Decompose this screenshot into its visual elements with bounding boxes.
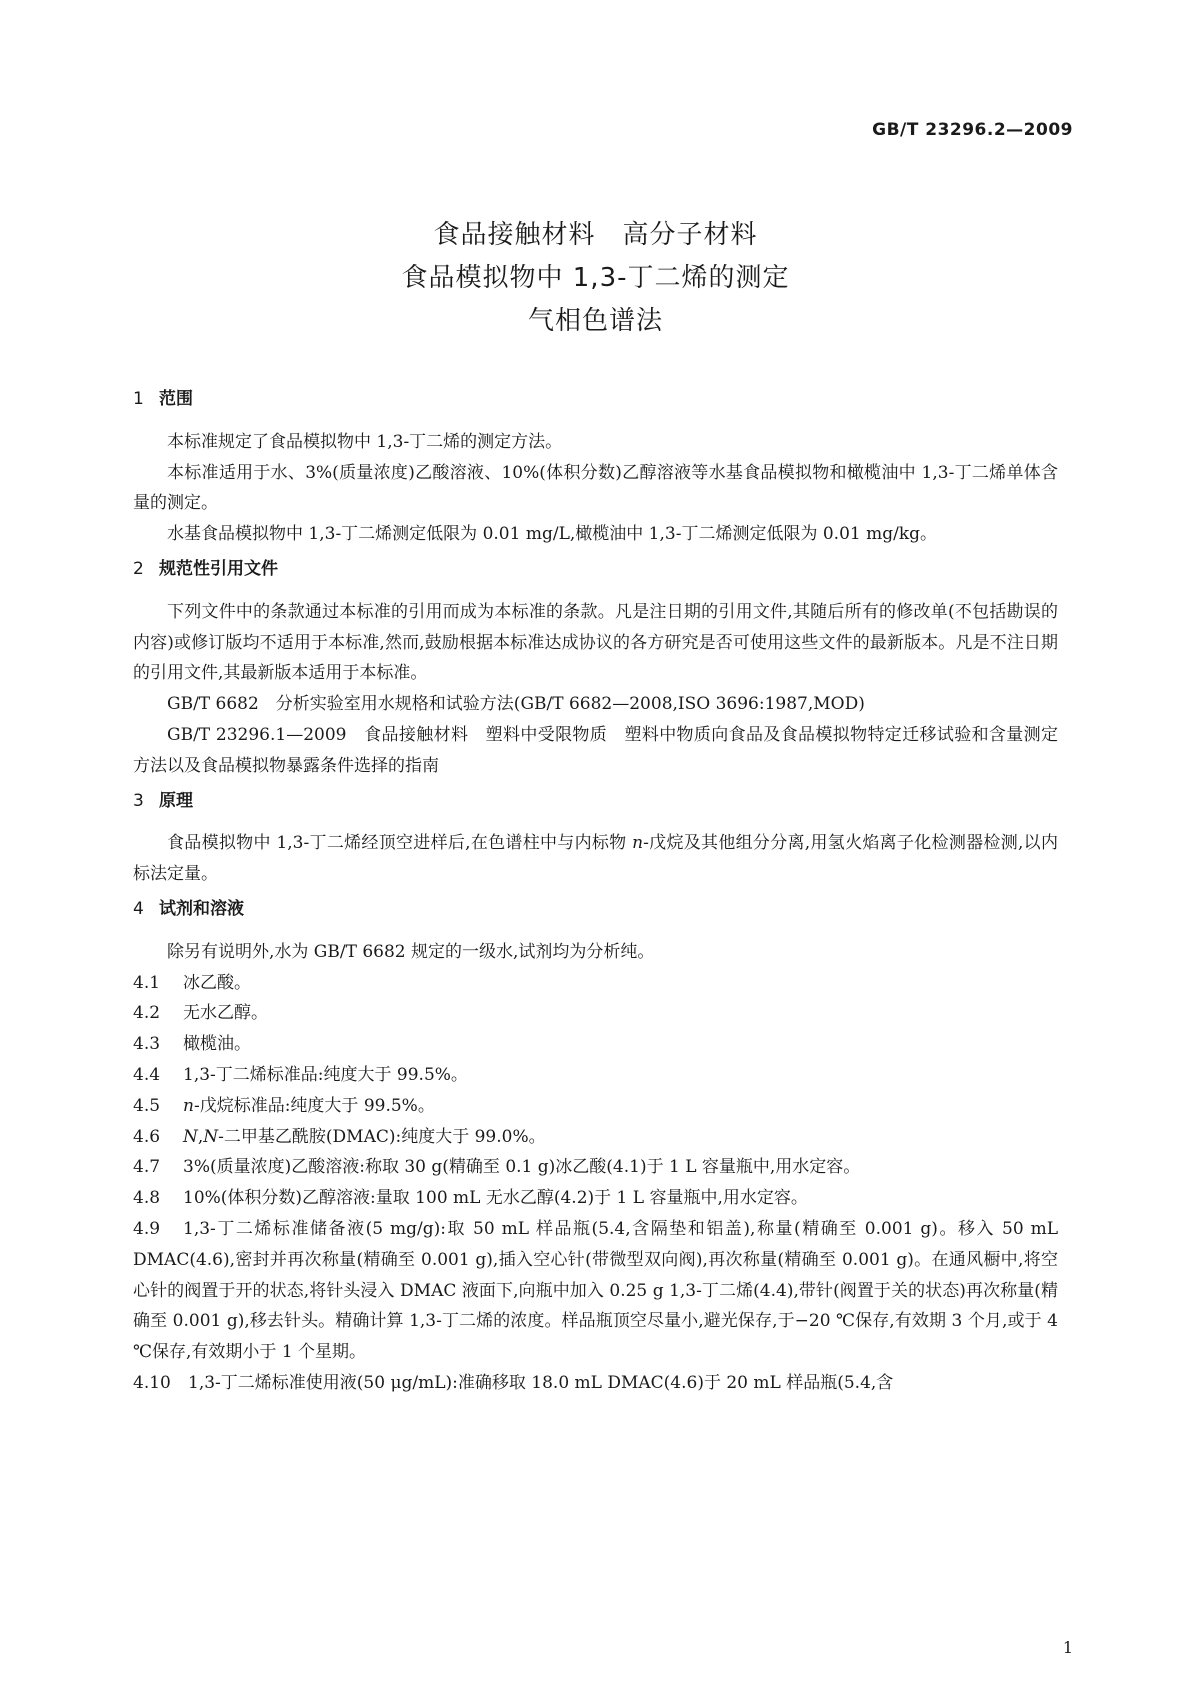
- list-item: [133, 968, 1058, 999]
- item-text: 10%(体积分数)乙醇溶液:量取 100 mL 无水乙醇(4.2)于 1 L 容量瓶中,用水定容。: [183, 1188, 808, 1209]
- section-title: 规范性引用文件: [159, 558, 278, 579]
- list-item: [133, 1122, 1058, 1153]
- section-title: 范围: [159, 389, 193, 409]
- item-number: 4.1: [133, 972, 161, 993]
- item-text: -戊烷标准品:纯度大于 99.5%。: [193, 1095, 435, 1116]
- item-text: 无水乙醇。: [183, 1003, 268, 1024]
- italic-symbol: n: [183, 1095, 194, 1116]
- title-line-2: 食品模拟物中 1,3-丁二烯的测定: [401, 263, 790, 293]
- text-run: -戊烷及其他组分分离,用氢火焰离子化检测器检测,以内标法定量。: [133, 833, 1058, 885]
- list-item: [133, 1091, 1058, 1122]
- section-1-heading: [133, 384, 1058, 415]
- document-body: [133, 384, 1058, 1399]
- list-item: [133, 998, 1058, 1029]
- section-2-heading: [133, 554, 1058, 585]
- list-item: [133, 1183, 1058, 1214]
- text-run: ,: [197, 1126, 204, 1147]
- title-line-1: 食品接触材料 高分子材料: [433, 220, 758, 250]
- section-number: 1: [133, 389, 144, 409]
- italic-symbol: N: [183, 1126, 198, 1147]
- page-number: 1: [1062, 1638, 1073, 1657]
- paragraph: 本标准适用于水、3%(质量浓度)乙酸溶液、10%(体积分数)乙醇溶液等水基食品模拟物和橄榄油中 1,3-丁二烯单体含量的测定。: [133, 462, 1058, 514]
- paragraph: 除另有说明外,水为 GB/T 6682 规定的一级水,试剂均为分析纯。: [167, 941, 655, 962]
- list-item: [133, 1060, 1058, 1091]
- normative-reference: GB/T 6682 分析实验室用水规格和试验方法(GB/T 6682—2008,ISO 3696:1987,MOD): [167, 694, 865, 715]
- item-text: -二甲基乙酰胺(DMAC):纯度大于 99.0%。: [218, 1126, 546, 1147]
- section-number: 3: [133, 790, 144, 811]
- item-text: 冰乙酸。: [183, 972, 251, 993]
- standard-code: GB/T 23296.2—2009: [872, 120, 1073, 140]
- item-number: 4.3: [133, 1034, 161, 1055]
- paragraph: [133, 828, 1058, 890]
- item-number: 4.9: [133, 1218, 161, 1239]
- item-number: 4.7: [133, 1157, 161, 1178]
- section-title: 原理: [159, 790, 193, 811]
- section-3-heading: [133, 786, 1058, 817]
- item-number: 4.4: [133, 1064, 161, 1085]
- paragraph: 水基食品模拟物中 1,3-丁二烯测定低限为 0.01 mg/L,橄榄油中 1,3-丁二烯测定低限为 0.01 mg/kg。: [167, 524, 938, 545]
- paragraph: 本标准规定了食品模拟物中 1,3-丁二烯的测定方法。: [167, 431, 563, 452]
- item-number: 4.8: [133, 1188, 161, 1209]
- italic-symbol: n: [632, 833, 644, 854]
- item-number: 4.2: [133, 1003, 161, 1024]
- item-number: 4.5: [133, 1095, 161, 1116]
- paragraph: 下列文件中的条款通过本标准的引用而成为本标准的条款。凡是注日期的引用文件,其随后所有的修改单(不包括勘误的内容)或修订版均不适用于本标准,然而,鼓励根据本标准达成协议的各方研究是否可使用这些文件的最新版本。凡是不注日期的引用文件,其最新版本适用于本标准。: [133, 601, 1058, 684]
- normative-reference: GB/T 23296.1—2009 食品接触材料 塑料中受限物质 塑料中物质向食品及食品模拟物特定迁移试验和含量测定方法以及食品模拟物暴露条件选择的指南: [133, 724, 1058, 776]
- item-text: 1,3-丁二烯标准品:纯度大于 99.5%。: [183, 1064, 468, 1085]
- section-4-heading: [133, 894, 1058, 925]
- item-text: 1,3-丁二烯标准使用液(50 μg/mL):准确移取 18.0 mL DMAC(4.6)于 20 mL 样品瓶(5.4,含: [188, 1372, 894, 1393]
- list-item: [133, 1029, 1058, 1060]
- item-text: 3%(质量浓度)乙酸溶液:称取 30 g(精确至 0.1 g)冰乙酸(4.1)于 1 L 容量瓶中,用水定容。: [183, 1157, 861, 1178]
- item-text: 橄榄油。: [183, 1034, 251, 1055]
- section-number: 2: [133, 558, 144, 579]
- list-item: [133, 1214, 1058, 1368]
- title-line-3: 气相色谱法: [527, 306, 663, 336]
- item-number: 4.6: [133, 1126, 161, 1147]
- list-item: [133, 1368, 1058, 1399]
- item-number: 4.10: [133, 1372, 171, 1393]
- italic-symbol: N: [203, 1126, 219, 1147]
- list-item: [133, 1152, 1058, 1183]
- text-run: 食品模拟物中 1,3-丁二烯经顶空进样后,在色谱柱中与内标物: [167, 833, 633, 854]
- item-text: 1,3-丁二烯标准储备液(5 mg/g):取 50 mL 样品瓶(5.4,含隔垫和铝盖),称量(精确至 0.001 g)。移入 50 mL DMAC(4.6),密封并再次称量(精确至 0.001 g),插入空心针(带微型双向阀),再次称量(精确至 0.001 g)。在通风橱中,将空心针的阀置于开的状态,将针头浸入 DMAC 液面下,向瓶中加入 0.25 g 1,3-丁二烯(4.4),带针(阀置于关的状态)再次称量(精确至 0.001 g),移去针头。精确计算 1,3-丁二烯的浓度。样品瓶顶空尽量小,避光保存,于−20 ℃保存,有效期 3 个月,或于 4 ℃保存,有效期小于 1 个星期。: [133, 1218, 1058, 1363]
- document-title: [0, 214, 1191, 343]
- section-number: 4: [133, 898, 144, 919]
- section-title: 试剂和溶液: [159, 898, 244, 919]
